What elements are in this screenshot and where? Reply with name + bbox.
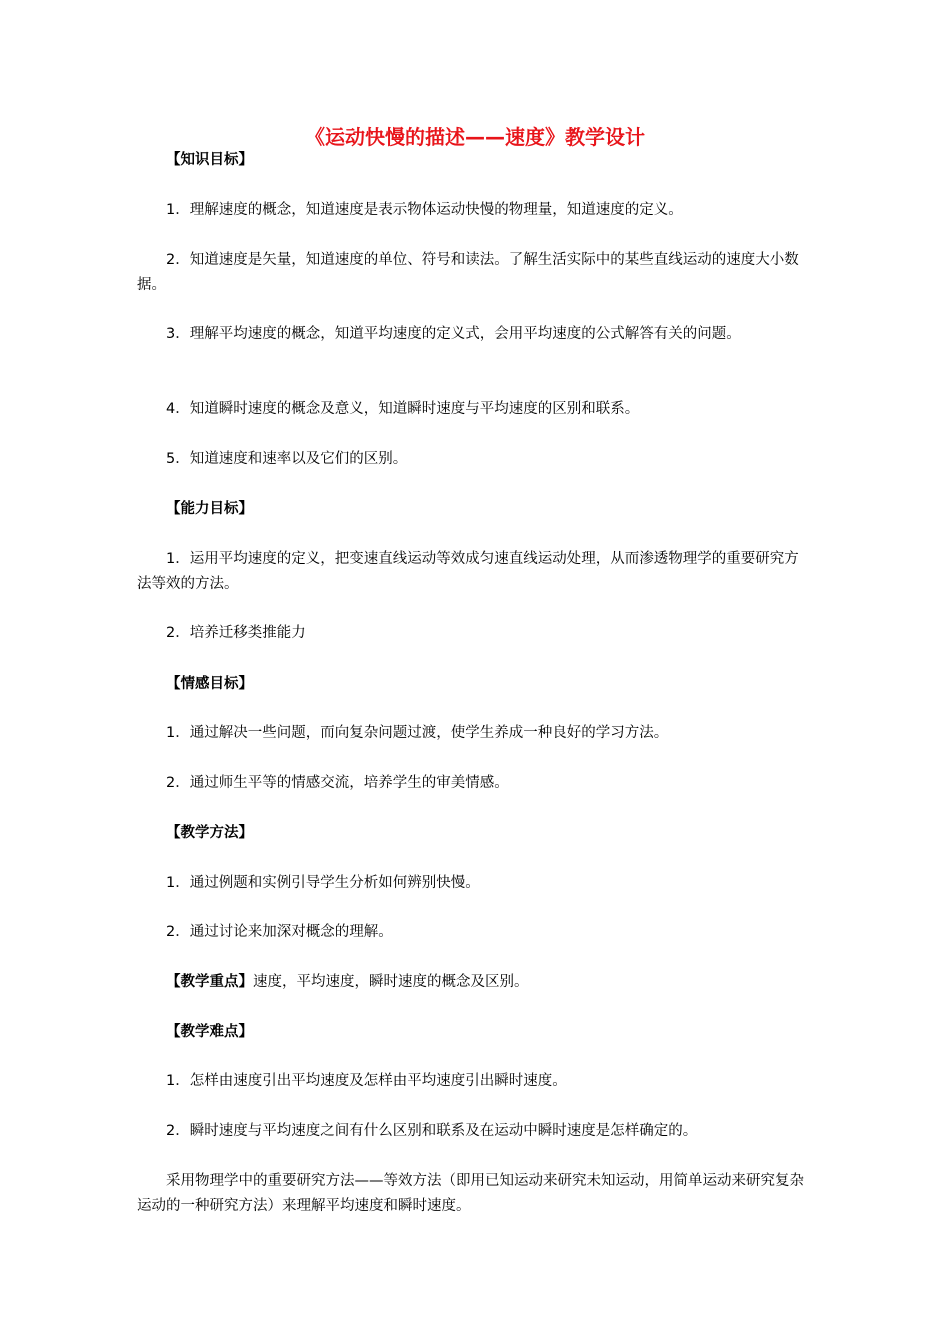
emotion-item-2: 2．通过师生平等的情感交流，培养学生的审美情感。	[166, 775, 509, 791]
knowledge-item-2: 2．知道速度是矢量，知道速度的单位、符号和读法。了解生活实际中的某些直线运动的速度大小数据。	[137, 252, 799, 293]
section-heading-method: 【教学方法】	[166, 825, 253, 841]
ability-item-2: 2．培养迁移类推能力	[166, 625, 306, 641]
document-title: 《运动快慢的描述——速度》教学设计	[305, 125, 645, 149]
ability-item-1: 1．运用平均速度的定义，把变速直线运动等效成匀速直线运动处理，从而渗透物理学的重要研究方法等效的方法。	[137, 551, 799, 592]
keypoint-line	[137, 970, 842, 995]
section-heading-ability: 【能力目标】	[166, 501, 253, 517]
method-item-1: 1．通过例题和实例引导学生分析如何辨别快慢。	[166, 875, 480, 891]
section-heading-keypoint: 【教学重点】	[166, 974, 253, 990]
knowledge-item-1: 1．理解速度的概念，知道速度是表示物体运动快慢的物理量，知道速度的定义。	[166, 202, 683, 218]
section-heading-emotion: 【情感目标】	[166, 676, 253, 692]
emotion-item-1: 1．通过解决一些问题，而向复杂问题过渡，使学生养成一种良好的学习方法。	[166, 725, 669, 741]
difficulty-item-1: 1．怎样由速度引出平均速度及怎样由平均速度引出瞬时速度。	[166, 1073, 567, 1089]
keypoint-text: 速度，平均速度，瞬时速度的概念及区别。	[253, 974, 529, 990]
knowledge-item-3: 3．理解平均速度的概念，知道平均速度的定义式，会用平均速度的公式解答有关的问题。	[166, 326, 741, 342]
closing-paragraph: 采用物理学中的重要研究方法——等效方法（即用已知运动来研究未知运动，用简单运动来研究复杂运动的一种研究方法）来理解平均速度和瞬时速度。	[137, 1173, 804, 1214]
section-heading-difficulty: 【教学难点】	[166, 1024, 253, 1040]
method-item-2: 2．通过讨论来加深对概念的理解。	[166, 924, 393, 940]
knowledge-item-4: 4．知道瞬时速度的概念及意义，知道瞬时速度与平均速度的区别和联系。	[166, 401, 640, 417]
knowledge-item-5: 5．知道速度和速率以及它们的区别。	[166, 451, 408, 467]
difficulty-item-2: 2．瞬时速度与平均速度之间有什么区别和联系及在运动中瞬时速度是怎样确定的。	[166, 1123, 698, 1139]
section-heading-knowledge: 【知识目标】	[166, 152, 253, 168]
